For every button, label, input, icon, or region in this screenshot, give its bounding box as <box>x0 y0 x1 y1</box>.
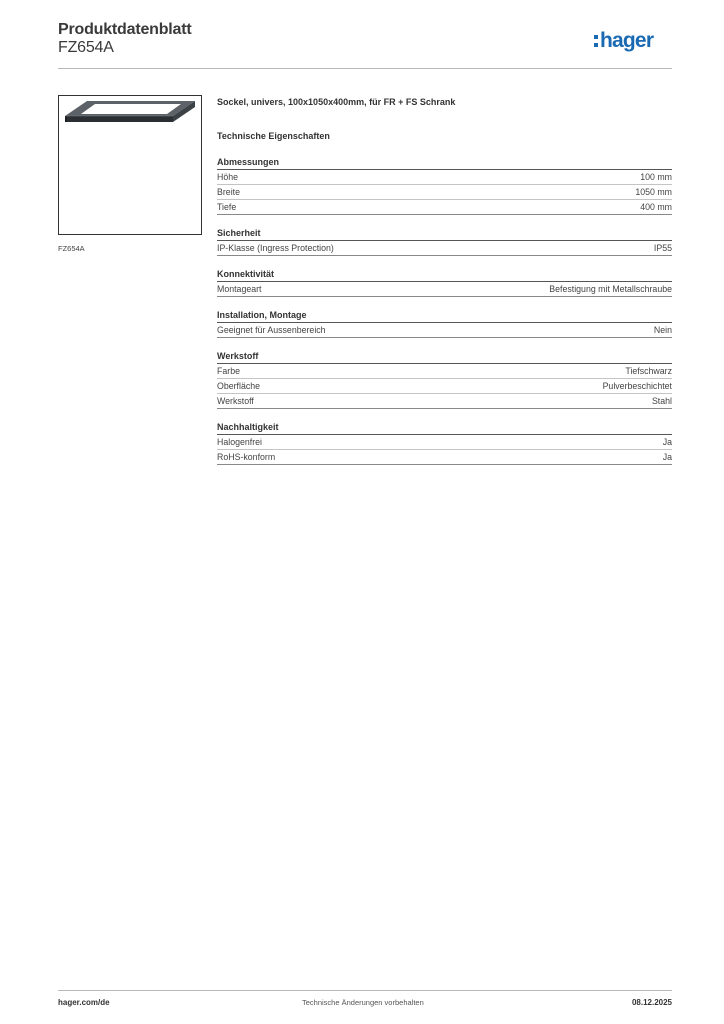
property-label: Höhe <box>217 172 239 182</box>
product-description: Sockel, univers, 100x1050x400mm, für FR + FS Schrank <box>217 97 456 107</box>
property-row <box>217 323 672 338</box>
hager-logo <box>594 26 674 56</box>
image-caption: FZ654A <box>58 244 85 253</box>
section-werkstoff <box>217 350 672 409</box>
section-nachhaltigkeit <box>217 421 672 465</box>
property-label: IP-Klasse (Ingress Protection) <box>217 243 334 253</box>
section-title: Abmessungen <box>217 156 672 170</box>
property-value: IP55 <box>653 243 672 253</box>
section-title: Sicherheit <box>217 227 672 241</box>
property-value: Tiefschwarz <box>625 366 672 376</box>
footer-website-link[interactable]: hager.com/de <box>58 998 110 1007</box>
footer-date: 08.12.2025 <box>631 998 672 1007</box>
property-value: Pulverbeschichtet <box>602 381 672 391</box>
property-label: Halogenfrei <box>217 437 262 447</box>
property-row <box>217 435 672 450</box>
page-title: Produktdatenblatt <box>58 21 192 38</box>
property-label: Breite <box>217 187 240 197</box>
product-code: FZ654A <box>58 39 114 56</box>
property-label: Tiefe <box>217 202 237 212</box>
property-value: Stahl <box>651 396 672 406</box>
technical-content <box>217 96 672 465</box>
property-row <box>217 282 672 297</box>
footer-notice: Technische Änderungen vorbehalten <box>302 998 424 1007</box>
property-value: Ja <box>662 437 672 447</box>
section-title: Installation, Montage <box>217 309 672 323</box>
property-label: RoHS-konform <box>217 452 276 462</box>
section-konnektivitaet <box>217 268 672 297</box>
property-value: 400 mm <box>640 202 672 212</box>
property-row <box>217 185 672 200</box>
property-row <box>217 364 672 379</box>
property-value: Nein <box>653 325 672 335</box>
property-value: Befestigung mit Metallschraube <box>549 284 672 294</box>
section-title: Konnektivität <box>217 268 672 282</box>
product-image <box>58 95 202 235</box>
section-title: Nachhaltigkeit <box>217 421 672 435</box>
technical-properties-heading: Technische Eigenschaften <box>217 131 330 141</box>
property-value: 100 mm <box>640 172 672 182</box>
property-row <box>217 200 672 215</box>
property-row <box>217 241 672 256</box>
logo-text: hager <box>600 29 654 52</box>
footer-divider <box>58 990 672 991</box>
property-value: Ja <box>662 452 672 462</box>
section-abmessungen <box>217 156 672 215</box>
property-label: Montageart <box>217 284 262 294</box>
section-installation-montage <box>217 309 672 338</box>
property-label: Farbe <box>217 366 240 376</box>
section-sicherheit <box>217 227 672 256</box>
property-label: Werkstoff <box>217 396 254 406</box>
property-row <box>217 450 672 465</box>
property-label: Geeignet für Aussenbereich <box>217 325 326 335</box>
property-row <box>217 170 672 185</box>
plinth-frame-icon <box>59 96 201 234</box>
section-title: Werkstoff <box>217 350 672 364</box>
property-label: Oberfläche <box>217 381 261 391</box>
header-divider <box>58 68 672 69</box>
property-value: 1050 mm <box>635 187 672 197</box>
property-row <box>217 379 672 394</box>
property-row <box>217 394 672 409</box>
